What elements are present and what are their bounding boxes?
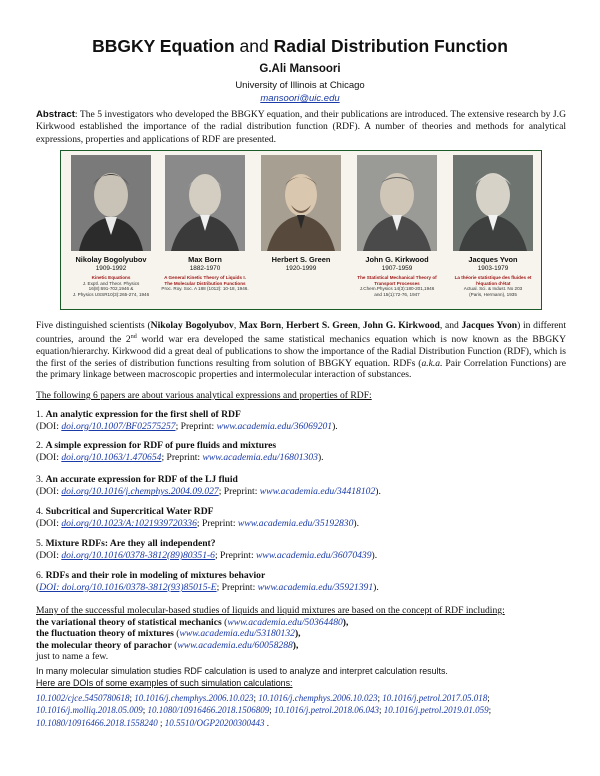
six-papers-heading: The following 6 papers are about various analytical expressions and properties of RDF: (36, 390, 372, 401)
paper-number: 2. (36, 440, 44, 451)
close-paren: ). (317, 451, 324, 463)
sim-doi-link[interactable]: 10.1016/j.molliq.2018.05.009 (36, 705, 143, 716)
scientist-years: 1920-1999 (285, 265, 317, 272)
author-email[interactable] (0, 93, 600, 104)
reference-line: and 15(1):72-76, 1947 (374, 291, 420, 297)
scientist-years: 1909-1992 (95, 265, 127, 272)
intro-separator: , (357, 320, 363, 331)
affiliation: University of Illinois at Chicago (235, 80, 365, 91)
doi-prefix: ( (36, 581, 40, 593)
sim-doi-link[interactable]: 10.1016/j.chemphys.2006.10.023 (258, 693, 378, 703)
academia-link[interactable]: www.academia.edu/60058288 (177, 639, 293, 651)
scientist-years: 1882-1970 (189, 265, 221, 272)
reference-title: Kinetic Equations (91, 275, 131, 280)
scientist-reference (353, 275, 441, 297)
author-name: G.Ali Mansoori (259, 63, 341, 75)
simulation-doi-list: 10.1002/cjce.5450780618; 10.1016/j.chemphys.2006.10.023; 10.1016/j.chemphys.2006.10.023; 10.1016/j.petrol.2017.05.018; 10.1016/j.molliq.2018.05.009; 10.1080/10916466.2018.1506809; 10.1016/j.petrol.2018.06.043; 10.1016/j.petrol.2019.01.059; 10.1080/10916466.2018.1558240 ; 10.5510/OGP20200300443 . (36, 693, 492, 728)
preprint-link[interactable]: www.academia.edu/16801303 (202, 451, 318, 463)
close-paren: ). (371, 549, 378, 561)
molecular-intro: Many of the successful molecular-based studies of liquids and liquid mixtures are based on the concept of RDF including: (36, 605, 505, 616)
ordinal-superscript: nd (130, 333, 137, 340)
abstract-label: Abstract (36, 109, 75, 120)
paper-entry (36, 474, 576, 498)
abstract-text: : The 5 investigators who developed the BBGKY equation, and their publications are introduced. The extensive research by J.G Kirkwood established the importance of the radial distribution function (RDF). A number of theories and methods for analytical expressions, properties and applications of RDF are presented. (36, 109, 566, 145)
sim-doi-link[interactable]: 10.1080/10916466.2018.1506809 (147, 705, 270, 716)
simulation-line-1: In many molecular simulation studies RDF calculation is used to analyze and interpret calculation results. (36, 666, 448, 676)
portrait-image (261, 155, 341, 251)
open-paren: ( (173, 628, 180, 640)
title-part-3: Radial Distribution Function (273, 36, 508, 56)
open-paren: ( (221, 616, 228, 628)
intro-separator: , (281, 320, 287, 331)
close-paren: ). (332, 420, 338, 432)
doi-prefix: (DOI: (36, 420, 62, 432)
intro-text: ) in different countries, around the 2 (36, 320, 567, 345)
intro-text: world war era developed the same statistical mechanics equation which is now known as the BBGKY equation/hierarchy. Kirkwood did a great deal of publications to show the importance of the Radial Distribution Function (RDF), which is the first of the series of distribution functions resulting from solution of BBGKY equation. RDFs ( (36, 333, 566, 369)
doi-prefix: (DOI: (36, 549, 62, 561)
preprint-label: ; Preprint: (216, 581, 258, 593)
reference-title: The Statistical Mechanical Theory of Transport Processes (357, 275, 437, 286)
paper-number: 3. (36, 474, 44, 485)
title-part-2: and (239, 36, 269, 56)
reference-line: Proc. Roy. Soc. A 188 (1012): 10-18, 1946. (161, 286, 249, 292)
intro-text: Five distinguished scientists ( (36, 320, 151, 331)
doi-prefix: (DOI: (36, 517, 62, 529)
academia-link[interactable]: www.academia.edu/53180132 (179, 628, 295, 640)
scientist-reference (449, 275, 537, 297)
close-paren: ), (294, 628, 301, 640)
sim-doi-link[interactable]: 10.1016/j.petrol.2017.05.018 (382, 693, 488, 703)
abstract (36, 109, 566, 146)
scientist-name-inline: John G. Kirkwood (362, 320, 440, 331)
paper-title (0, 36, 600, 57)
sim-doi-link[interactable]: 10.1002/cjce.5450780618 (36, 693, 130, 703)
paper-title: Mixture RDFs: Are they all independent? (45, 538, 216, 549)
sim-doi-link[interactable]: 10.1016/j.chemphys.2006.10.023 (134, 693, 254, 703)
portrait-image (453, 155, 533, 251)
paper-title: RDFs and their role in modeling of mixtures behavior (45, 570, 266, 581)
close-paren: ), (292, 639, 299, 651)
scientist-name: Herbert S. Green (271, 255, 331, 264)
paper-title: An accurate expression for RDF of the LJ fluid (45, 474, 238, 485)
paper-entry (36, 409, 576, 433)
doi-prefix: (DOI: (36, 485, 62, 497)
scientist-years: 1907-1959 (381, 265, 413, 272)
paper-title: A simple expression for RDF of pure fluids and mixtures (45, 440, 277, 451)
preprint-label: ; Preprint: (196, 517, 238, 529)
paper-entry (36, 570, 576, 594)
scientist-name: John G. Kirkwood (365, 255, 429, 264)
academia-link[interactable]: www.academia.edu/50364480 (227, 616, 343, 628)
preprint-link[interactable]: www.academia.edu/36070439 (256, 549, 372, 561)
intro-text: Pair Correlation Functions) are the primary linkage between macroscopic properties and intermolecular interaction of substances. (36, 357, 566, 381)
scientist-card (257, 155, 345, 305)
doi-prefix: (DOI: (36, 451, 62, 463)
sim-doi-link[interactable]: 10.1080/10916466.2018.1558240 (36, 717, 158, 728)
paper-entry (36, 440, 576, 464)
preprint-label: ; Preprint: (214, 549, 257, 561)
theory-label: the molecular theory of parachor (36, 639, 172, 651)
simulation-section (36, 665, 576, 689)
reference-line: Actual. Sci. & Indust. No 203 (463, 286, 523, 292)
paper-title: Subcritical and Supercritical Water RDF (45, 506, 214, 517)
aka-text: a.k.a. (421, 357, 443, 369)
preprint-label: ; Preprint: (218, 485, 260, 497)
doi-link[interactable]: doi.org/10.1023/A:1021939720336 (61, 517, 197, 529)
close-paren: ), (342, 616, 349, 628)
paper-entry (36, 506, 576, 530)
molecular-studies (36, 605, 576, 663)
reference-line: J. Exptl. and Theor. Physics (82, 280, 140, 286)
sim-doi-link[interactable]: 10.1016/j.petrol.2019.01.059 (383, 705, 489, 716)
intro-separator: , (233, 320, 239, 331)
intro-separator: , and (439, 320, 462, 331)
doi-link[interactable]: doi.org/10.1016/0378-3812(89)80351-6 (61, 549, 215, 561)
molecular-item (36, 640, 576, 652)
scientist-card (161, 155, 249, 305)
sim-doi-link[interactable]: 10.5510/OGP20200300443 (164, 717, 265, 728)
scientist-card (449, 155, 537, 305)
molecular-item (36, 617, 576, 629)
scientist-name-inline: Nikolay Bogolyubov (150, 320, 234, 331)
doi-link[interactable]: doi.org/10.1007/BF02575257 (61, 420, 176, 432)
close-paren: ). (373, 581, 379, 593)
paper-number: 1. (36, 409, 44, 420)
paper-title: An analytic expression for the first shell of RDF (45, 409, 241, 420)
paper-number: 5. (36, 538, 44, 549)
preprint-link[interactable]: www.academia.edu/36069201 (216, 420, 333, 432)
preprint-link[interactable]: www.academia.edu/35921391 (257, 581, 374, 593)
preprint-label: ; Preprint: (161, 451, 203, 463)
scientist-name: Max Born (188, 255, 222, 264)
scientist-name-inline: Herbert S. Green (286, 320, 358, 331)
reference-line: J. Physics USSR10(3):265-274, 1946 (72, 291, 150, 297)
scientist-reference (161, 275, 249, 292)
scientist-years: 1903-1979 (477, 265, 509, 272)
theory-label: the variational theory of statistical mechanics (36, 616, 222, 628)
scientist-reference (67, 275, 155, 297)
paper-number: 6. (36, 570, 44, 581)
close-paren: ). (353, 517, 359, 529)
paper-number: 4. (36, 506, 44, 517)
reference-title: A General Kinetic Theory of Liquids I. The Molecular Distribution Functions (164, 275, 246, 286)
open-paren: ( (171, 639, 178, 651)
portrait-image (357, 155, 437, 251)
email-link[interactable]: mansoori@uic.edu (260, 93, 340, 104)
paper-entry (36, 538, 576, 562)
scientists-panel (60, 150, 542, 310)
portrait-image (165, 155, 245, 251)
reference-line: (Paris, Hermann), 1935 (469, 291, 517, 297)
scientist-card (353, 155, 441, 305)
reference-line: 16(8):691-702,1946 & (88, 286, 134, 292)
theory-label: the fluctuation theory of mixtures (36, 628, 174, 640)
molecular-item (36, 628, 576, 640)
sim-doi-link[interactable]: 10.1016/j.petrol.2018.06.043 (274, 705, 379, 716)
preprint-label: ; Preprint: (175, 420, 217, 432)
intro-paragraph (36, 320, 566, 381)
preprint-link[interactable]: www.academia.edu/34418102 (259, 485, 376, 497)
scientist-card (67, 155, 155, 305)
doi-link[interactable]: doi.org/10.1016/j.chemphys.2004.09.027 (61, 485, 219, 497)
preprint-link[interactable]: www.academia.edu/35192830 (237, 517, 354, 529)
reference-title: La théorie statistique des fluides et l'équation d'état (454, 275, 532, 286)
molecular-tail: just to name a few. (36, 651, 109, 663)
close-paren: ). (375, 485, 381, 497)
doi-link[interactable]: DOI: doi.org/10.1016/0378-3812(93)85015-E (39, 581, 217, 593)
scientist-name-inline: Jacques Yvon (461, 320, 518, 331)
scientist-name: Jacques Yvon (468, 255, 518, 264)
portrait-image (71, 155, 151, 251)
reference-line: J.Chem.Physics 14(3):180-201,1946 (359, 286, 435, 292)
scientist-name: Nikolay Bogolyubov (75, 255, 147, 264)
title-part-1: BBGKY Equation (92, 36, 235, 56)
doi-link[interactable]: doi.org/10.1063/1.470654 (61, 451, 162, 463)
scientist-name-inline: Max Born (238, 320, 282, 331)
simulation-line-2: Here are DOIs of some examples of such simulation calculations: (36, 678, 293, 688)
